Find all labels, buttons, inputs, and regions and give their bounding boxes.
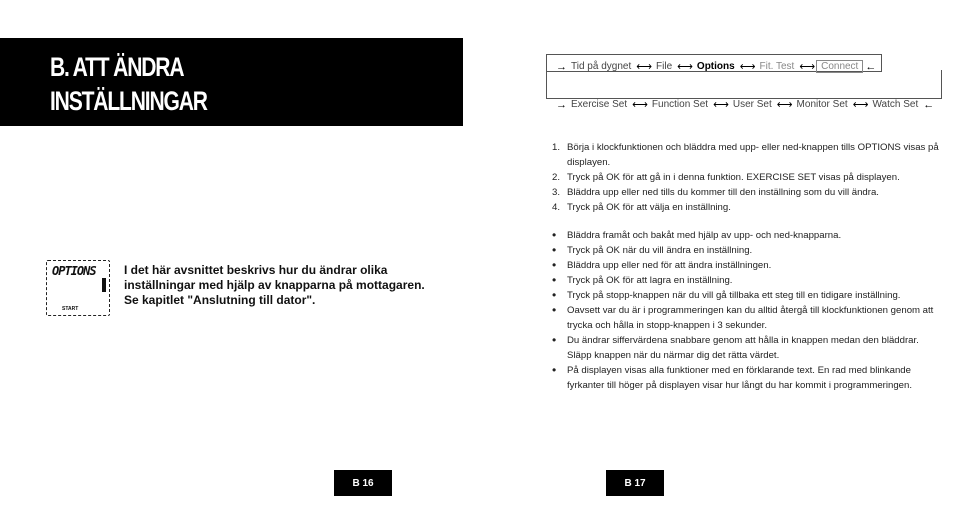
double-arrow-icon: ⟷	[632, 99, 647, 111]
bullet-text: Bläddra framåt och bakåt med hjälp av upp- och ned-knapparna.	[567, 230, 842, 241]
step-item	[552, 140, 942, 170]
bullet-item	[552, 273, 937, 288]
menu-item-fit-test: Fit. Test	[759, 61, 795, 72]
bullet-icon: •	[552, 258, 557, 272]
menu-item-monitor-set: Monitor Set	[796, 99, 848, 110]
bullet-item	[552, 258, 937, 273]
page-number-right: B 17	[606, 470, 664, 496]
menu-flow-diagram	[540, 50, 942, 117]
step-text: Tryck på OK för att gå in i denna funktion. EXERCISE SET visas på displayen.	[567, 172, 900, 183]
watch-lcd-text: OPTIONS	[52, 264, 96, 278]
bullet-text: Tryck på stopp-knappen när du vill gå tillbaka ett steg till en tidigare inställning.	[567, 290, 901, 301]
bullet-text: Du ändrar siffervärdena snabbare genom att hålla in knappen medan den bläddrar. Släpp knappen när du närmar dig det rätta värdet.	[567, 335, 919, 361]
bullet-text: Tryck på OK när du vill ändra en inställning.	[567, 245, 753, 256]
page-number-left: B 16	[334, 470, 392, 496]
bullet-text: Oavsett var du är i programmeringen kan du alltid återgå till klockfunktionen genom att trycka och hålla in stopp-knappen i 3 sekunder.	[567, 305, 934, 331]
arrow-icon: ←	[923, 98, 934, 111]
bullet-item	[552, 228, 937, 243]
bullet-icon: •	[552, 228, 557, 242]
menu-item-time: Tid på dygnet	[571, 61, 632, 72]
bullet-text: På displayen visas alla funktioner med en förklarande text. En rad med blinkande fyrkanter till höger på displayen visar hur långt du har kommit i programmeringen.	[567, 365, 913, 391]
bullet-icon: •	[552, 288, 557, 302]
progress-squares-icon	[102, 278, 106, 292]
intro-text: I det här avsnittet beskrivs hur du ändrar olika inställningar med hjälp av knapparna på mottagaren. Se kapitlet "Anslutning till dator".	[124, 263, 425, 307]
double-arrow-icon: ⟷	[713, 99, 728, 111]
bullet-item	[552, 333, 937, 363]
bullet-item	[552, 288, 937, 303]
double-arrow-icon: ⟷	[636, 61, 652, 73]
bullet-item	[552, 303, 937, 333]
step-number: 1.	[552, 142, 561, 153]
bullet-icon: •	[552, 333, 557, 347]
arrow-icon: ←	[865, 60, 876, 73]
bullet-text: Bläddra upp eller ned för att ändra inställningen.	[567, 260, 772, 271]
step-text: Börja i klockfunktionen och bläddra med upp- eller ned-knappen tills OPTIONS visas på displayen.	[567, 142, 939, 168]
menu-item-file: File	[656, 61, 673, 72]
menu-flow-frame-right	[546, 70, 942, 99]
double-arrow-icon: ⟷	[852, 99, 868, 111]
menu-item-options: Options	[696, 61, 735, 72]
bullet-icon: •	[552, 303, 557, 317]
step-number: 4.	[552, 202, 561, 213]
section-title-line1: B. ATT ÄNDRA	[50, 52, 184, 82]
step-item	[552, 200, 942, 215]
bullet-item	[552, 363, 937, 393]
step-text: Tryck på OK för att välja en inställning.	[567, 202, 731, 213]
bullet-item	[552, 243, 937, 258]
watch-button-label: START	[62, 306, 79, 312]
menu-flow-bottom-row	[554, 98, 935, 111]
double-arrow-icon: ⟷	[776, 99, 792, 111]
menu-flow-top-row	[554, 60, 877, 73]
bullet-icon: •	[552, 243, 557, 257]
bullet-icon: •	[552, 363, 557, 377]
bullet-icon: •	[552, 273, 557, 287]
section-title-banner	[0, 38, 463, 126]
menu-item-connect: Connect	[816, 60, 863, 73]
double-arrow-icon: ⟷	[739, 61, 755, 73]
menu-item-exercise-set: Exercise Set	[571, 99, 628, 110]
menu-item-user-set: User Set	[732, 99, 772, 110]
section-title-line2: INSTÄLLNINGAR	[50, 86, 207, 116]
step-item	[552, 185, 942, 200]
menu-item-function-set: Function Set	[651, 99, 709, 110]
step-item	[552, 170, 942, 185]
step-number: 2.	[552, 172, 561, 183]
bullet-text: Tryck på OK för att lagra en inställning.	[567, 275, 733, 286]
double-arrow-icon: ⟷	[677, 61, 692, 73]
arrow-icon: →	[556, 98, 566, 111]
step-text: Bläddra upp eller ned tills du kommer till den inställning som du vill ändra.	[567, 187, 879, 198]
bullet-list	[552, 228, 937, 393]
arrow-icon: →	[556, 60, 566, 73]
double-arrow-icon: ⟷	[799, 61, 815, 73]
numbered-steps	[552, 140, 942, 215]
step-number: 3.	[552, 187, 561, 198]
watch-display-illustration	[46, 260, 110, 316]
menu-item-watch-set: Watch Set	[872, 99, 919, 110]
